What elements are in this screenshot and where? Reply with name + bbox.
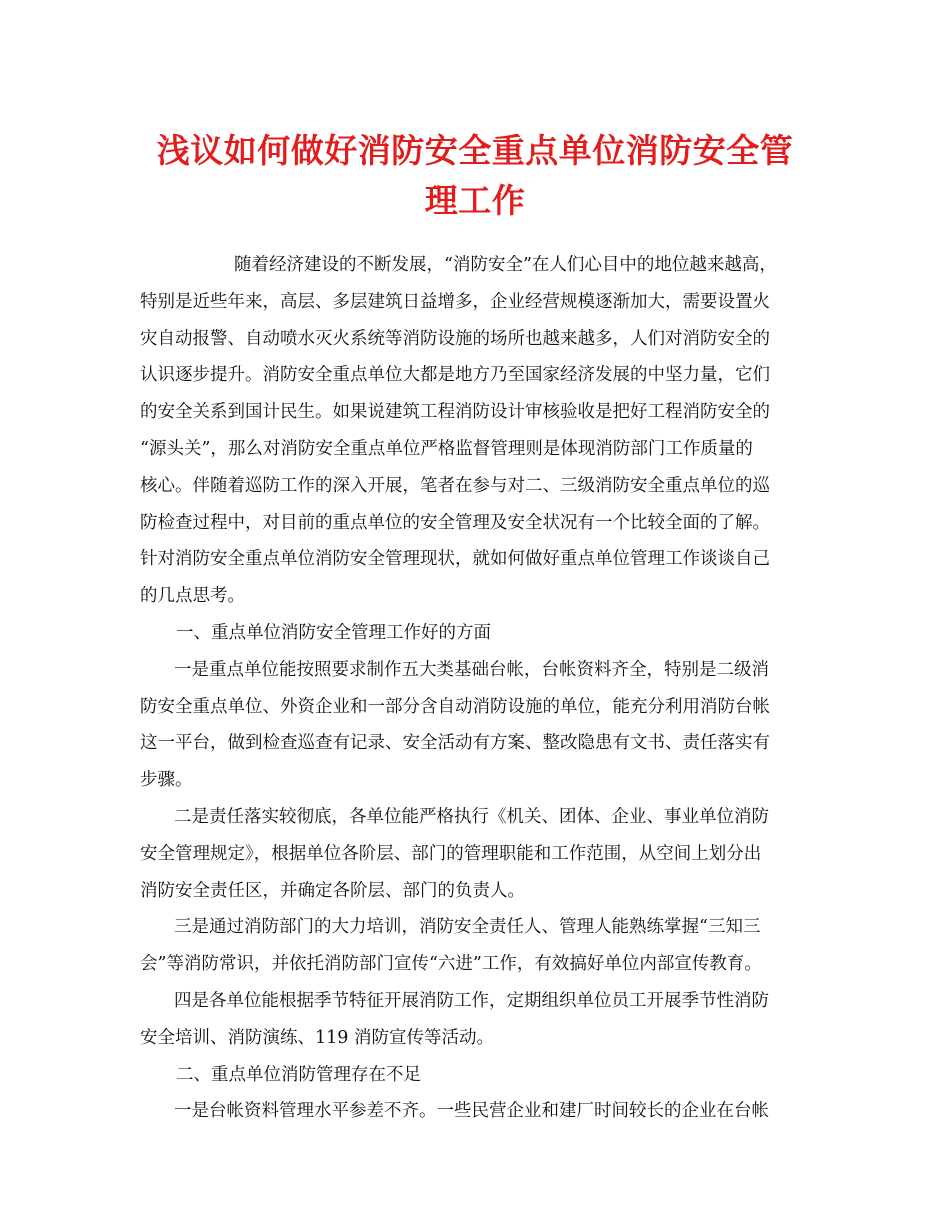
paragraph-line: 这一平台，做到检查巡查有记录、安全活动有方案、整改隐患有文书、责任落实有 — [140, 733, 770, 754]
paragraph-line: 核心。伴随着巡防工作的深入开展，笔者在参与对二、三级消防安全重点单位的巡 — [140, 475, 770, 496]
paragraph-line: 的安全关系到国计民生。如果说建筑工程消防设计审核验收是把好工程消防安全的 — [140, 402, 770, 423]
paragraph-line: 四是各单位能根据季节特征开展消防工作，定期组织单位员工开展季节性消防 — [174, 990, 769, 1011]
title-line: 理工作 — [424, 181, 526, 220]
paragraph-line: 随着经济建设的不断发展，“消防安全”在人们心目中的地位越来越高， — [234, 255, 777, 275]
paragraph-line: 三是通过消防部门的大力培训，消防安全责任人、管理人能熟练掌握“三知三 — [174, 917, 761, 938]
paragraph-line: 特别是近些年来，高层、多层建筑日益增多，企业经营规模逐渐加大，需要设置火 — [140, 291, 770, 312]
paragraph-line: 一是重点单位能按照要求制作五大类基础台帐，台帐资料齐全，特别是二级消 — [174, 659, 769, 680]
paragraph-line: 的几点思考。 — [140, 586, 245, 607]
paragraph-line: 认识逐步提升。消防安全重点单位大都是地方乃至国家经济发展的中坚力量，它们 — [140, 365, 770, 386]
paragraph-line: 会”等消防常识，并依托消防部门宣传“六进”工作，有效搞好单位内部宣传教育。 — [140, 954, 762, 975]
paragraph-line: 防安全重点单位、外资企业和一部分含自动消防设施的单位，能充分利用消防台帐 — [140, 696, 770, 717]
paragraph-line: “源头关”，那么对消防安全重点单位严格监督管理则是体现消防部门工作质量的 — [140, 438, 753, 459]
section-heading: 二、重点单位消防管理存在不足 — [176, 1064, 421, 1085]
document-body — [140, 247, 830, 1130]
paragraph-line: 一是台帐资料管理水平参差不齐。一些民营企业和建厂时间较长的企业在台帐 — [174, 1101, 769, 1122]
paragraph-line: 消防安全责任区，并确定各阶层、部门的负责人。 — [140, 880, 525, 901]
paragraph-line: 防检查过程中，对目前的重点单位的安全管理及安全状况有一个比较全面的了解。 — [140, 512, 770, 533]
paragraph-line: 针对消防安全重点单位消防安全管理现状，就如何做好重点单位管理工作谈谈自己 — [140, 549, 770, 570]
paragraph-line: 安全管理规定》，根据单位各阶层、部门的管理职能和工作范围，从空间上划分出 — [140, 843, 762, 864]
paragraph-line: 灾自动报警、自动喷水灭火系统等消防设施的场所也越来越多，人们对消防安全的 — [140, 328, 770, 349]
paragraph-line: 步骤。 — [140, 770, 193, 791]
section-heading: 一、重点单位消防安全管理工作好的方面 — [176, 622, 491, 643]
paragraph-line: 二是责任落实较彻底，各单位能严格执行《机关、团体、企业、事业单位消防 — [174, 806, 769, 827]
title-line: 浅议如何做好消防安全重点单位消防安全管 — [156, 131, 794, 170]
paragraph-line: 安全培训、消防演练、119 消防宣传等活动。 — [140, 1027, 494, 1048]
document-title — [100, 126, 850, 226]
